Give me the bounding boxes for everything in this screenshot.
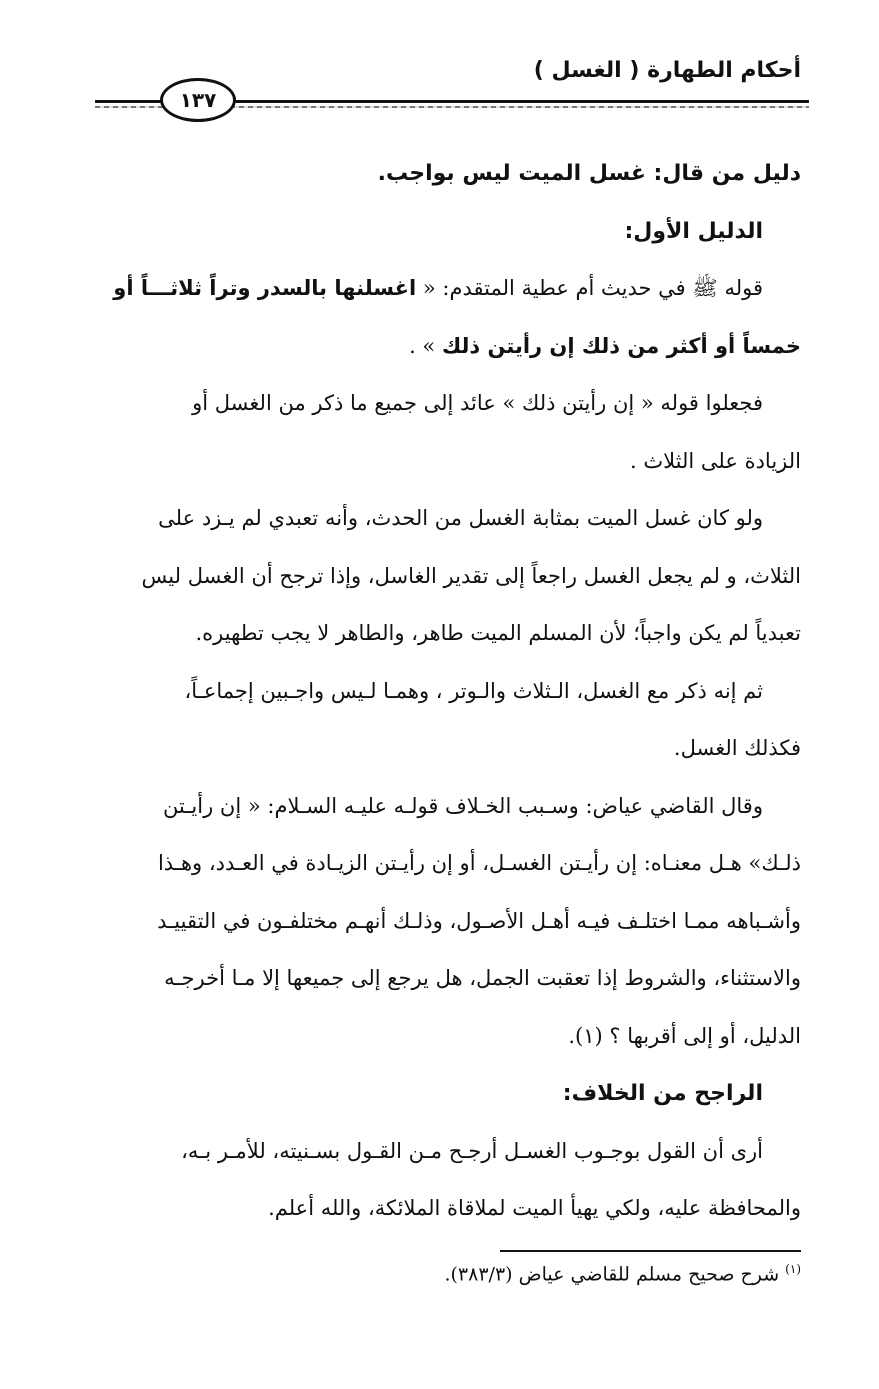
paragraph-line: ذلـك» هـل معنـاه: إن رأيـتن الغسـل، أو إن رأيـتن الزيـادة في العـدد، وهـذا	[157, 851, 801, 875]
paragraph-line: ولو كان غسل الميت بمثابة الغسل من الحدث، وأنه تعبدي لم يـزد على	[158, 506, 763, 530]
paragraph-line: الدليل، أو إلى أقربها ؟ (١).	[568, 1023, 801, 1048]
paragraph-line: والاستثناء، والشروط إذا تعقبت الجمل، هل يرجع إلى جميعها إلا مـا أخرجـه	[164, 966, 801, 990]
paragraph-line: ثم إنه ذكر مع الغسل، الـثلاث والـوتر ، وهمـا لـيس واجـبين إجماعـاً،	[184, 678, 763, 703]
paragraph-line: فكذلك الغسل.	[673, 736, 801, 760]
heading-main: دليل من قال: غسل الميت ليس بواجب.	[377, 161, 801, 186]
footnote	[444, 1262, 801, 1285]
paragraph-line: تعبدياً لم يكن واجباً؛ لأن المسلم الميت طاهر، والطاهر لا يجب تطهيره.	[195, 621, 801, 645]
running-title: أحكام الطهارة ( الغسل )	[533, 58, 801, 83]
paragraph-line: وقال القاضي عياض: وسـبب الخـلاف قولـه عليـه السـلام: « إن رأيـتن	[162, 793, 763, 818]
paragraph-line: وأشـباهه ممـا اختلـف فيـه أهـل الأصـول، وذلـك أنهـم مختلفـون في التقييـد	[157, 908, 801, 933]
footnote-separator	[500, 1250, 801, 1252]
hadith-quote: خمساً أو أكثر من ذلك إن رأيتن ذلك	[441, 333, 801, 358]
text-run: » .	[409, 333, 442, 358]
footnote-marker: (١)	[785, 1262, 801, 1276]
text-run: قوله ﷺ في حديث أم عطية المتقدم: «	[416, 276, 763, 300]
heading-first-evidence: الدليل الأول:	[624, 218, 763, 244]
paragraph-line: فجعلوا قوله « إن رأيتن ذلك » عائد إلى جميع ما ذكر من الغسل أو	[192, 391, 763, 415]
paragraph-line	[92, 260, 801, 318]
paragraph-line: والمحافظة عليه، ولكي يهيأ الميت لملاقاة الملائكة، والله أعلم.	[268, 1196, 801, 1220]
paragraph-line	[92, 318, 801, 376]
paragraph-line: الزيادة على الثلاث .	[630, 448, 801, 473]
paragraph-line: أرى أن القول بوجـوب الغسـل أرجـح مـن القـول بسـنيته، للأمـر بـه،	[181, 1138, 763, 1163]
hadith-quote: اغسلنها بالسدر وتراً ثلاثـــاً أو	[113, 276, 417, 300]
heading-preferred-view: الراجح من الخلاف:	[562, 1081, 763, 1106]
footnote-text: شرح صحيح مسلم للقاضي عياض (٣٨٣/٣).	[444, 1263, 780, 1286]
main-text	[92, 145, 801, 1238]
page-number: ١٣٧	[179, 88, 217, 112]
page-number-badge	[160, 78, 236, 122]
paragraph-line: الثلاث، و لم يجعل الغسل راجعاً إلى تقدير الغاسل، وإذا ترجح أن الغسل ليس	[141, 563, 801, 588]
